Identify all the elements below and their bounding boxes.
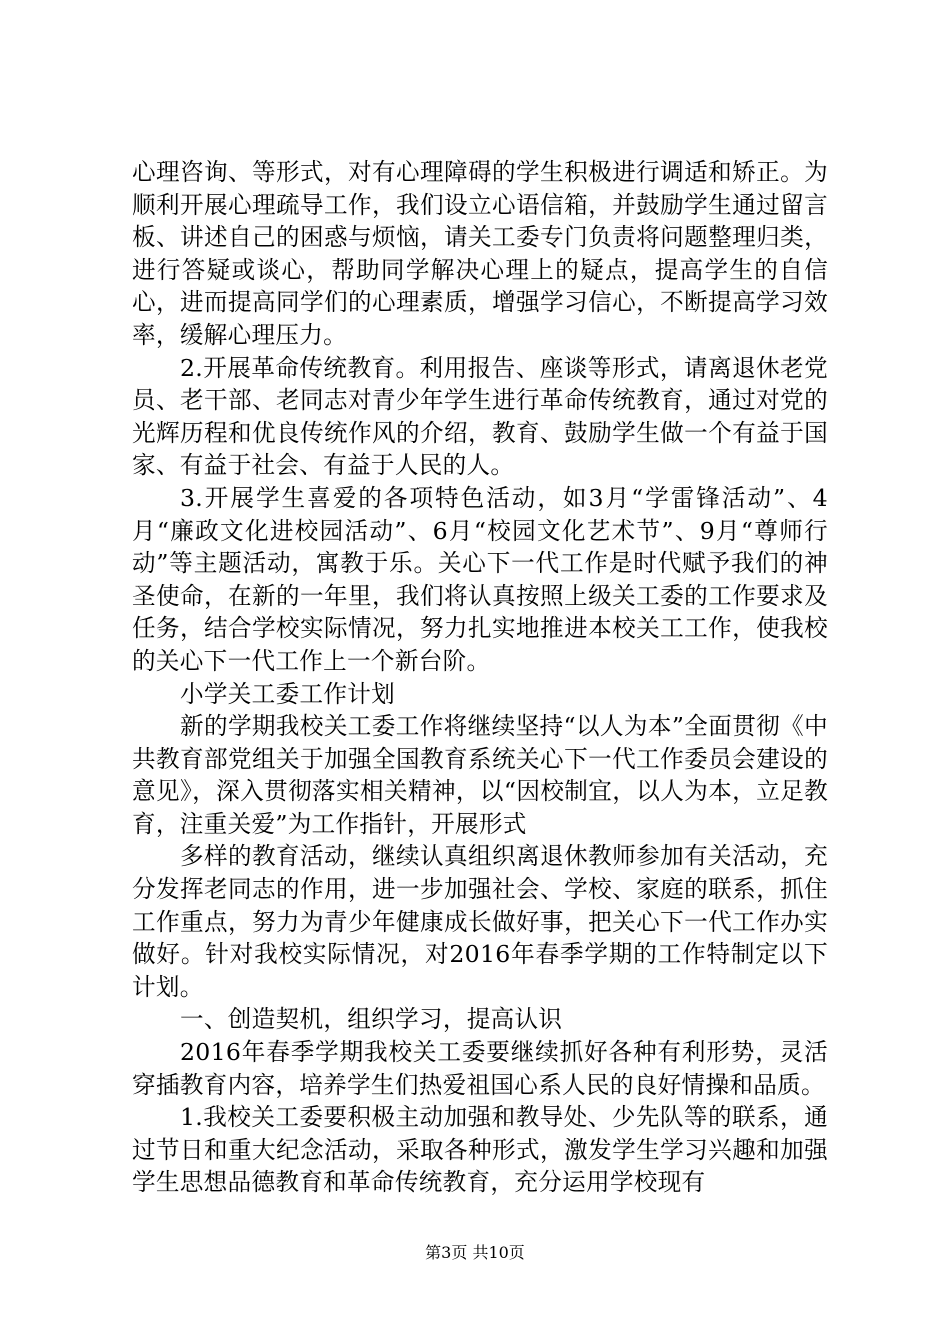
document-body	[132, 156, 828, 1199]
page-number-footer: 第3页 共10页	[425, 1243, 525, 1262]
paragraph-revolutionary-education: 2.开展革命传统教育。利用报告、座谈等形式，请离退休老党员、老干部、老同志对青少年学生进行革命传统教育，通过对党的光辉历程和优良传统作风的介绍，教育、鼓励学生做一个有益于国家、有益于社会、有益于人民的人。	[132, 353, 828, 480]
paragraph-psych-counseling: 心理咨询、等形式，对有心理障碍的学生积极进行调适和矫正。为顺利开展心理疏导工作，我们设立心语信箱，并鼓励学生通过留言板、讲述自己的困惑与烦恼，请关工委专门负责将问题整理归类，进行答疑或谈心，帮助同学解决心理上的疑点，提高学生的自信心，进而提高同学们的心理素质，增强学习信心，不断提高学习效率，缓解心理压力。	[132, 158, 828, 349]
paragraph-item-1: 1.我校关工委要积极主动加强和教导处、少先队等的联系，通过节日和重大纪念活动，采取各种形式，激发学生学习兴趣和加强学生思想品德教育和革命传统教育，充分运用学校现有	[132, 1103, 828, 1197]
paragraph-new-semester: 新的学期我校关工委工作将继续坚持“以人为本”全面贯彻《中共教育部党组关于加强全国教育系统关心下一代工作委员会建设的意见》，深入贯彻落实相关精神，以“因校制宜，以人为本，立足教育，注重关爱”为工作指针，开展形式	[132, 712, 828, 838]
paragraph-featured-activities: 3.开展学生喜爱的各项特色活动，如3月“学雷锋活动”、4月“廉政文化进校园活动”、6月“校园文化艺术节”、9月“尊师行动”等主题活动，寓教于乐。关心下一代工作是时代赋予我们的神圣使命，在新的一年里，我们将认真按照上级关工委的工作要求及任务，结合学校实际情况，努力扎实地推进本校关工工作，使我校的关心下一代工作上一个新台阶。	[132, 483, 828, 675]
paragraph-spring-semester: 2016年春季学期我校关工委要继续抓好各种有利形势，灵活穿插教育内容，培养学生们热爱祖国心系人民的良好情操和品质。	[132, 1038, 828, 1099]
section-title-plan: 小学关工委工作计划	[180, 679, 396, 708]
paragraph-diverse-activities: 多样的教育活动，继续认真组织离退休教师参加有关活动，充分发挥老同志的作用，进一步加强社会、学校、家庭的联系，抓住工作重点，努力为青少年健康成长做好事，把关心下一代工作办实做好。针对我校实际情况，对2016年春季学期的工作特制定以下计划。	[132, 842, 828, 1001]
heading-create-opportunity: 一、创造契机，组织学习，提高认识	[180, 1005, 563, 1034]
